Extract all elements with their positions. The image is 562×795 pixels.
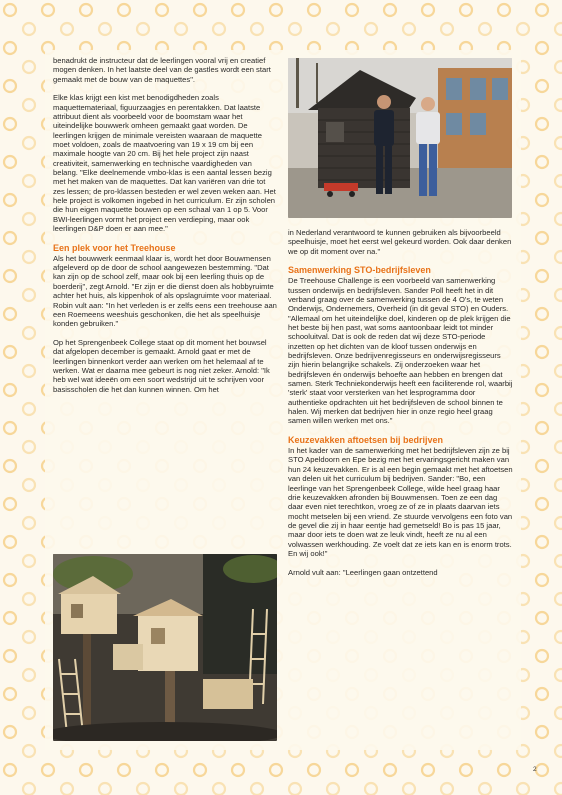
students-treehouse-illustration [288, 58, 512, 218]
paragraph: In het kader van de samenwerking met het bedrijfsleven zijn ze bij STO Apeldoorn en Epe bezig met het ervaringsgericht maken van hun 24 keuzevakken. Er is al een begin gemaakt met het aftoetsen van delen uit het curriculum bij bedrijven. Sander: "Bo, een leerlinge van het Sprengenbeek College, wilde heel graag haar drie keuzevakken afronden bij Bouwmensen. Toen ze een dag daar even niet terechtkon, vroeg ze of ze in plaats daarvan iets mocht metselen bij een vriend. Ze stuurde vervolgens een foto van de gevel die zij in haar eentje had gemetseld! Bo is pas 15 jaar, maar door iets te doen wat ze leuk vindt, heeft ze nu al een volwassen werkhouding. Ze voelt dat ze iets kan en is enorm trots. En wij ook!" [288, 446, 513, 558]
paragraph: in Nederland verantwoord te kunnen gebruiken als bijvoorbeeld speelhuisje, moet het eerst wel gekeurd worden. Ook daar denken we op dit moment over na." [288, 228, 512, 256]
paragraph: Arnold vult aan: "Leerlingen gaan ontzettend [288, 567, 438, 577]
right-column [288, 228, 514, 586]
paragraph: benadrukt de instructeur dat de leerlingen vooral vrij en creatief mogen denken. In het laatste deel van de gastles wordt een start gemaakt met de bouw van de maquettes". [53, 56, 271, 84]
paragraph: Op het Sprengenbeek College staat op dit moment het bouwsel dat afgelopen december is gemaakt. Arnold gaat er met de leerlingen binnenkort verder aan werken om het helemaal af te werken. Wat er daarna mee gebeurt is nog niet zeker. Arnold: "Ik heb wel wat ideeën om een soort wedstrijd uit te schrijven voor basisscholen die het dan kunnen winnen. Om het [53, 337, 270, 394]
photo-treehouse-maquettes [53, 554, 277, 741]
paragraph: Elke klas krijgt een kist met benodigdheden zoals maquettemateriaal, figuurzaagjes en perentakken. Dat laatste attribuut dient als voorbeeld voor de boomstam waar het uiteindelijke bouwwerk omheen gemaakt gaat worden. De leerlingen krijgen de minimale vereisten waaraan de maquette moet voldoen, zoals de maatvoering van 19 x 19 cm bij een maximale hoogte van 20 cm. Bij het hele project zijn naast creativiteit, samenwerking en technische vaardigheden van belang. "Elke deelnemende vmbo-klas is een aantal lessen bezig met het maken van de maquettes. Dat kan variëren van drie tot zes lessen; de pro-klassen besteden er wel zeven weken aan. Het hele project is volkomen ingebed in het curriculum. Er zijn scholen die hun eigen maquette bouwen op een schaal van 1 op 5. Voor BWI-leerlingen vormt het project een verdieping, maar ook leerlingen D&P doen er aan mee." [53, 93, 276, 234]
section-heading: Keuzevakken aftoetsen bij bedrijven [288, 435, 444, 446]
maquettes-illustration [53, 554, 277, 741]
page-number: 2 [533, 766, 537, 773]
section-heading: Samenwerking STO-bedrijfsleven [288, 265, 431, 276]
photo-students-treehouse [288, 58, 512, 218]
section-heading: Een plek voor het Treehouse [53, 242, 176, 253]
paragraph: De Treehouse Challenge is een voorbeeld van samenwerking tussen onderwijs en bedrijfsleven. Sander Poll heeft het in dit verband graag over de samenwerking tussen de 4 O's, te weten Onderwijs, Ondernemers, Overheid (in dit geval STO) en Ouders. "Allemaal om het uiteindelijke doel, kinderen op de plek krijgen die het beste bij hen past, wat soms aantoonbaar leidt tot minder schooluitval. Dat is ook de reden dat wij deze STO-periode inzetten op het dichten van de kloof tussen onderwijs en bedrijfsleven. Onze bedrijvenregisseurs en onderwijsregisseurs zijn hierin belangrijke schakels. Zij onderzoeken waar het bedrijfsleven én onderwijs behoefte aan hebben en brengen dat samen. Sterk Techniekonderwijs heeft een faciliterende rol, waarbij 'sterk' staat voor versterken van het lesprogramma door authentieke opdrachten uit het bedrijfsleven de school binnen te halen. Wij merken dat bedrijven hier in onze regio heel graag samen willen werken met ons." [288, 276, 513, 426]
paragraph: Als het bouwwerk eenmaal klaar is, wordt het door Bouwmensen afgeleverd op de door de school aangewezen bestemming. "Dat kan zijn op de school zelf, maar ook bij een leerling thuis op de boerderij", zegt Arnold. "Er zijn er die dienst doen als hobbyruimte achter het huis, als kippenhok of als opslagruimte voor materiaal. Robin vult aan: "In het verleden is er zelfs eens een treehouse aan een Roemeens weeshuis geschonken, die het als speelhuisje konden gebruiken." [53, 253, 277, 329]
left-column [53, 56, 277, 403]
